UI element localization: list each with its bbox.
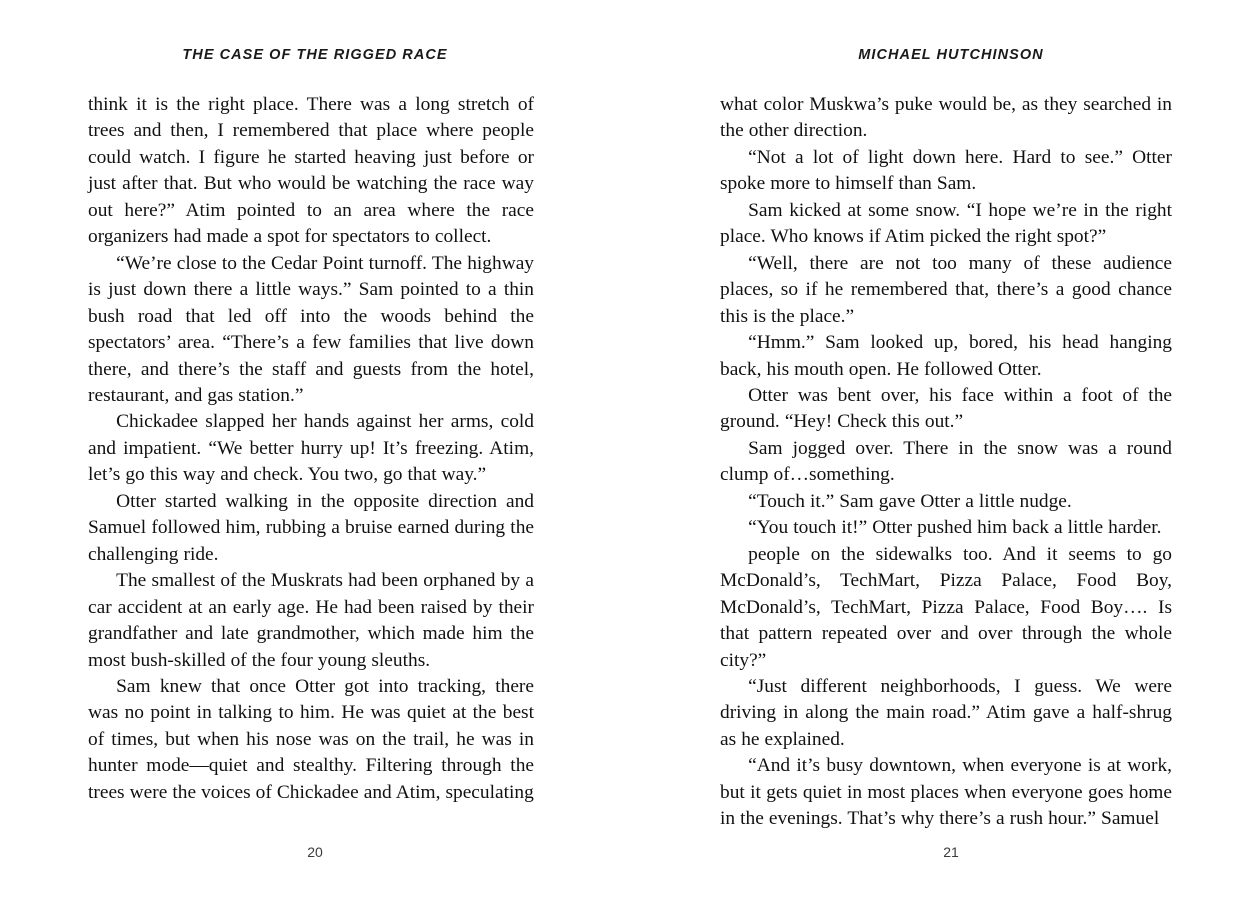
body-text-left [88,92,534,806]
paragraph: think it is the right place. There was a long stretch of trees and then, I remembered that place where people could watch. I figure he started heaving just before or just after that. But who would be watching the race way out here?” Atim pointed to an area where the race organizers had made a spot for spectators to collect. [88,94,534,248]
paragraph: Otter was bent over, his face within a foot of the ground. “Hey! Check this out.” [720,384,1172,433]
paragraph: “We’re close to the Cedar Point turnoff. The highway is just down there a little ways.” Sam pointed to a thin bush road that led off into the woods behind the spectators’ area. “There’s a few families that live down there, and there’s the staff and guests from the hotel, restaurant, and gas station.” [88,252,534,406]
paragraph: Otter started walking in the opposite direction and Samuel followed him, rubbing a bruise earned during the challenging ride. [88,490,534,565]
paragraph: “You touch it!” Otter pushed him back a little harder. [748,517,1162,539]
page-right [630,0,1260,900]
running-head-right: MICHAEL HUTCHINSON [858,47,1044,63]
paragraph: Sam kicked at some snow. “I hope we’re in the right place. Who knows if Atim picked the right spot?” [720,199,1172,248]
paragraph: “Just different neighborhoods, I guess. We were driving in along the main road.” Atim gave a half-shrug as he explained. [720,675,1172,750]
paragraph: people on the sidewalks too. And it seems to go McDonald’s, TechMart, Pizza Palace, Food Boy, McDonald’s, TechMart, Pizza Palace, Food Boy…. Is that pattern repeated over and over through the whole city?” [720,543,1172,671]
running-head-left: THE CASE OF THE RIGGED RACE [182,47,448,63]
page-number-right: 21 [943,844,959,860]
paragraph: Chickadee slapped her hands against her arms, cold and impatient. “We better hurry up! It’s freezing. Atim, let’s go this way and check. You two, go that way.” [88,411,534,486]
paragraph: “Touch it.” Sam gave Otter a little nudge. [748,490,1072,512]
paragraph: “Well, there are not too many of these audience places, so if he remembered that, there’s a good chance this is the place.” [720,252,1172,327]
page-number-left: 20 [307,844,323,860]
paragraph: Sam knew that once Otter got into tracking, there was no point in talking to him. He was quiet at the best of times, but when his nose was on the trail, he was in hunter mode—quiet and stealthy. Filtering through the trees were the voices of Chickadee and Atim, speculating [88,675,534,803]
paragraph: what color Muskwa’s puke would be, as they searched in the other direction. [720,94,1172,142]
paragraph: “And it’s busy downtown, when everyone is at work, but it gets quiet in most places when everyone goes home in the evenings. That’s why there’s a rush hour.” Samuel [720,755,1172,830]
paragraph: “Not a lot of light down here. Hard to see.” Otter spoke more to himself than Sam. [720,146,1172,195]
paragraph: The smallest of the Muskrats had been orphaned by a car accident at an early age. He had been raised by their grandfather and late grandmother, which made him the most bush-skilled of the four young sleuths. [88,570,534,671]
paragraph: Sam jogged over. There in the snow was a round clump of…something. [720,437,1172,486]
paragraph: “Hmm.” Sam looked up, bored, his head hanging back, his mouth open. He followed Otter. [720,332,1172,380]
body-text-right [720,92,1172,833]
